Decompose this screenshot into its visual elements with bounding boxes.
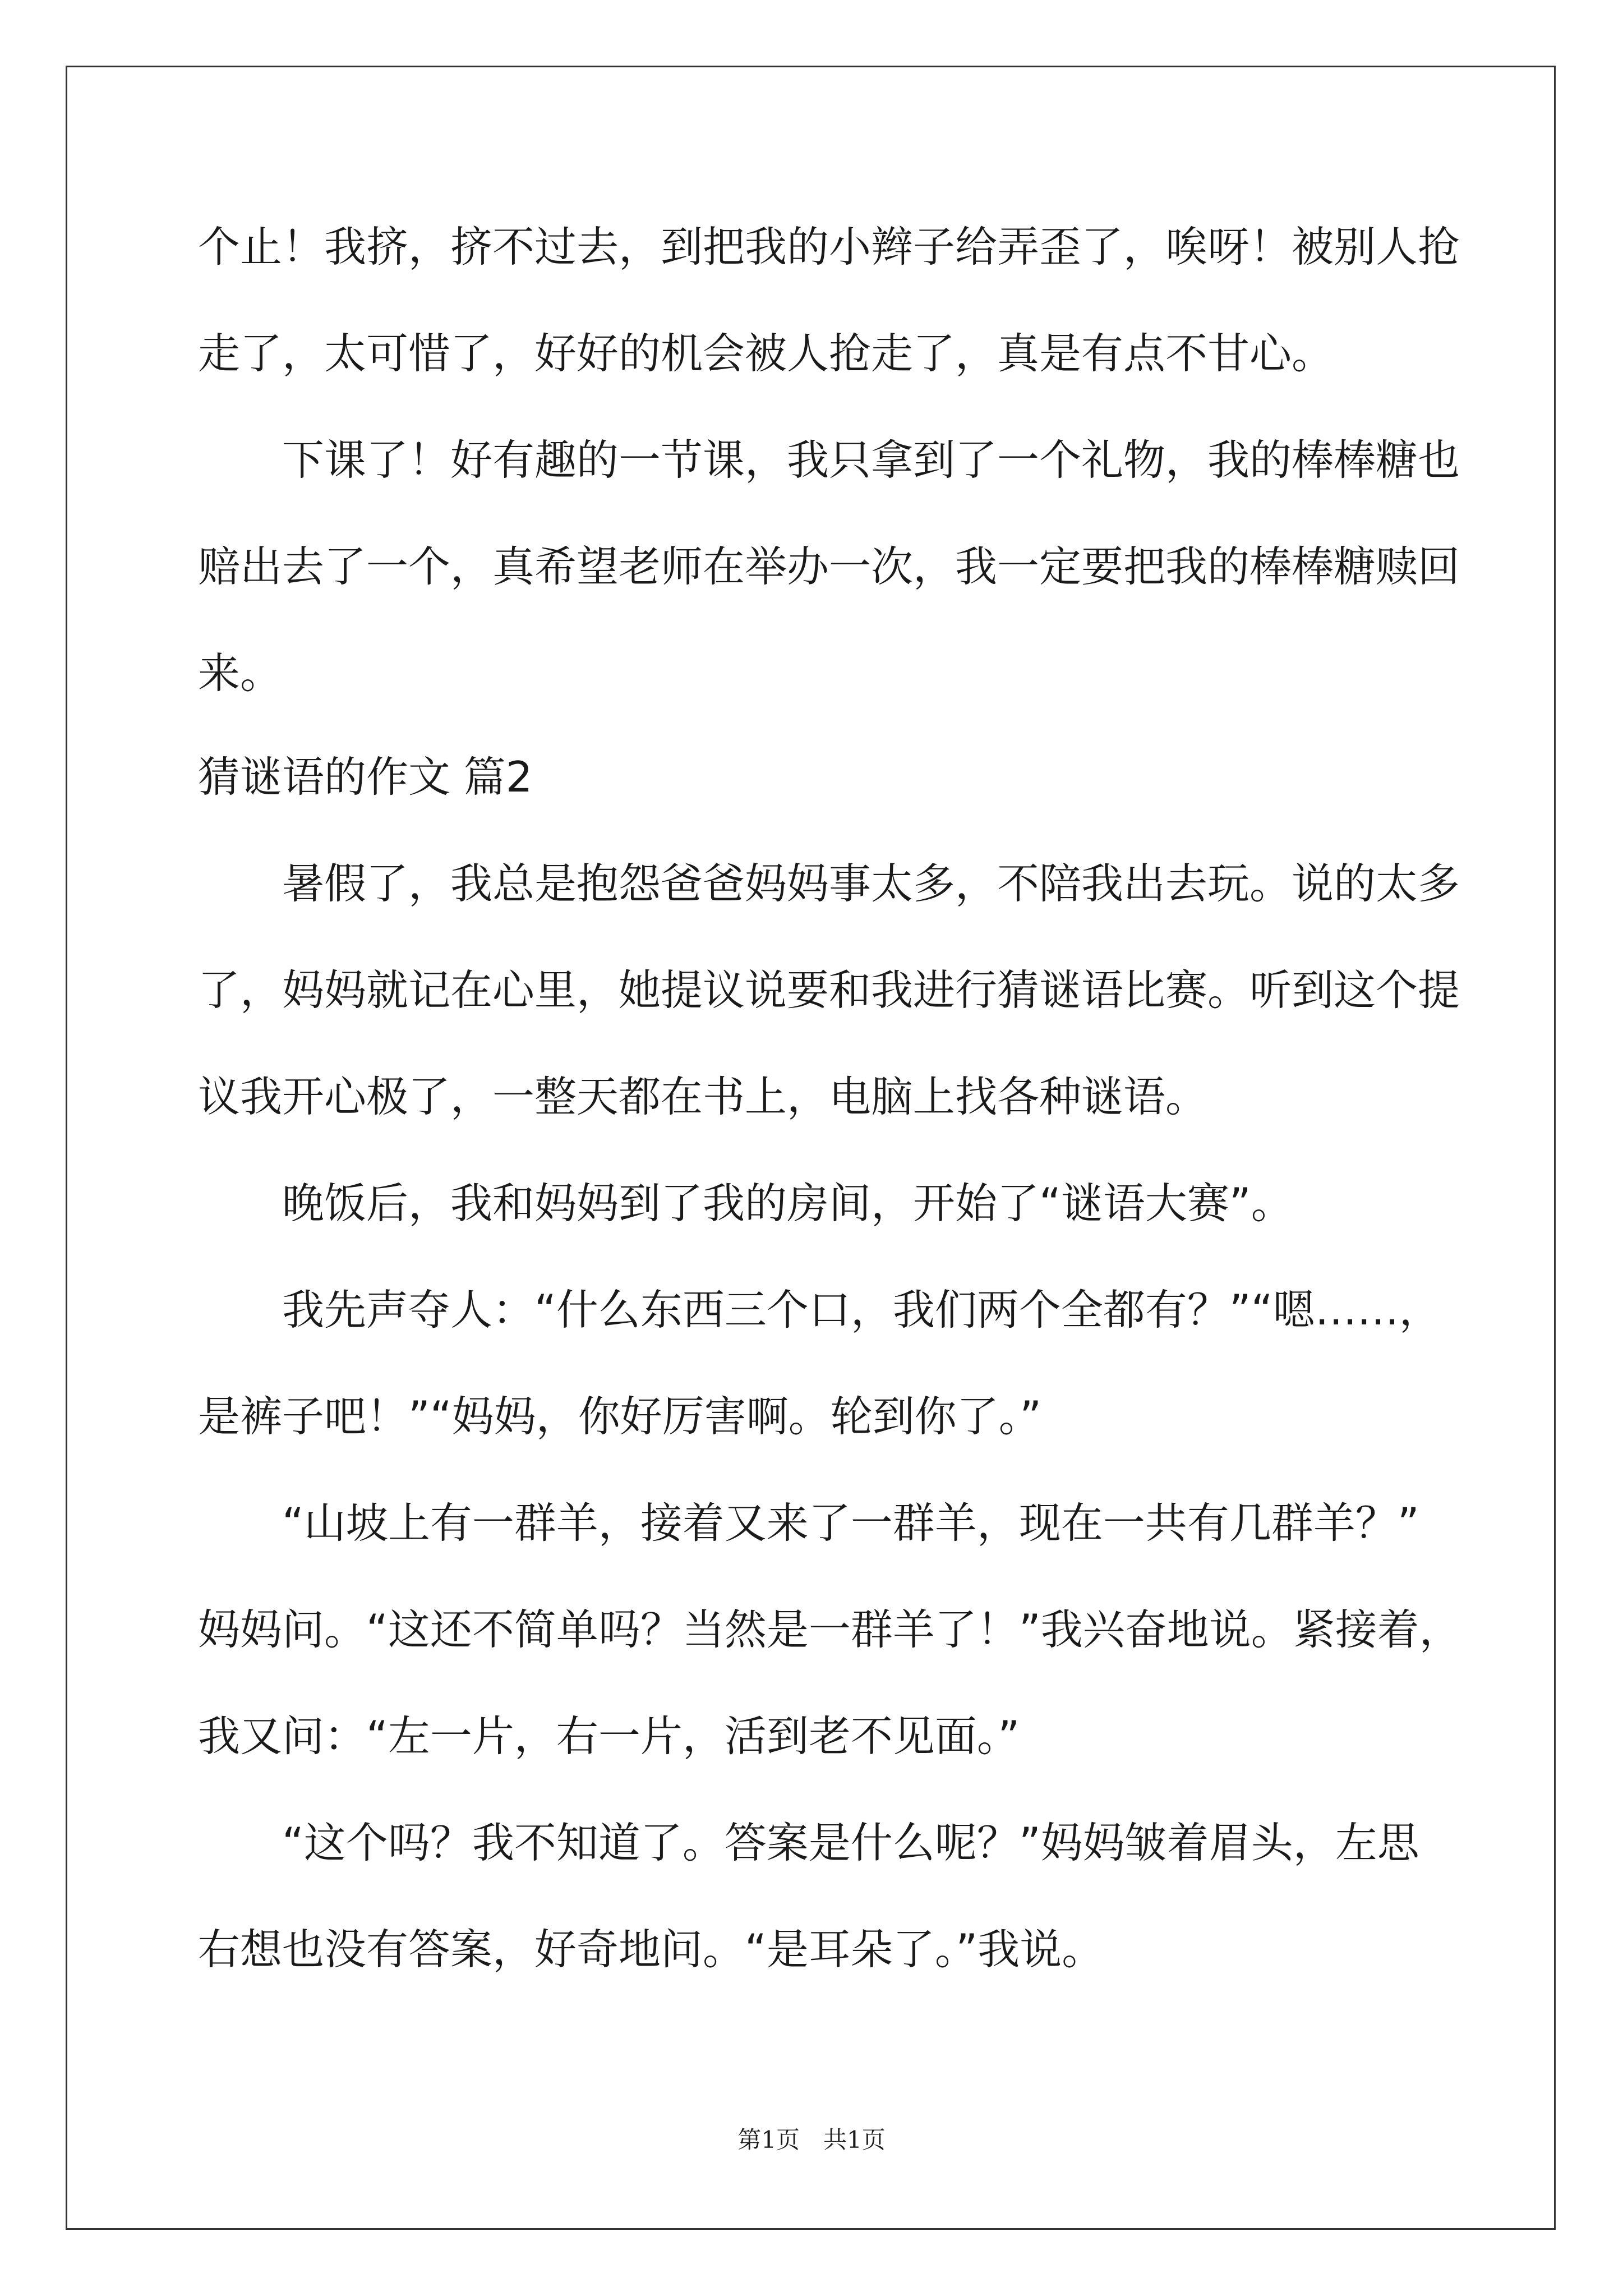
text-line: 走了，太可惜了，好好的机会被人抢走了，真是有点不甘心。 — [198, 329, 1334, 378]
text-line: 下课了！好有趣的一节课，我只拿到了一个礼物，我的棒棒糖也 — [198, 435, 1460, 485]
text-line: 右想也没有答案，好奇地问。“是耳朵了。”我说。 — [198, 1925, 1104, 1974]
text-line: 议我开心极了，一整天都在书上，电脑上找各种谜语。 — [198, 1072, 1208, 1121]
text-line: 我先声夺人：“什么东西三个口，我们两个全都有？”“嗯……， — [198, 1285, 1441, 1335]
text-line: “山坡上有一群羊，接着又来了一群羊，现在一共有几群羊？” — [198, 1498, 1419, 1548]
text-line: 妈妈问。“这还不简单吗？当然是一群羊了！”我兴奋地说。紧接着， — [198, 1605, 1461, 1654]
text-line: 个止！我挤，挤不过去，到把我的小辫子给弄歪了，唉呀！被别人抢 — [198, 222, 1460, 272]
text-line: “这个吗？我不知道了。答案是什么呢？”妈妈皱着眉头，左思 — [198, 1818, 1419, 1867]
text-line: 我又问：“左一片，右一片，活到老不见面。” — [198, 1711, 1020, 1761]
section-heading: 猜谜语的作文 篇2 — [198, 752, 533, 802]
text-line: 来。 — [198, 648, 283, 698]
text-line: 是裤子吧！”“妈妈，你好厉害啊。轮到你了。” — [198, 1392, 1042, 1441]
text-line: 了，妈妈就记在心里，她提议说要和我进行猜谜语比赛。听到这个提 — [198, 965, 1460, 1015]
text-line: 晚饭后，我和妈妈到了我的房间，开始了“谜语大赛”。 — [198, 1179, 1293, 1228]
text-line: 暑假了，我总是抱怨爸爸妈妈事太多，不陪我出去玩。说的太多 — [198, 859, 1460, 908]
page-number: 第1页 共1页 — [737, 2126, 886, 2154]
text-line: 赔出去了一个，真希望老师在举办一次，我一定要把我的棒棒糖赎回 — [198, 542, 1460, 591]
